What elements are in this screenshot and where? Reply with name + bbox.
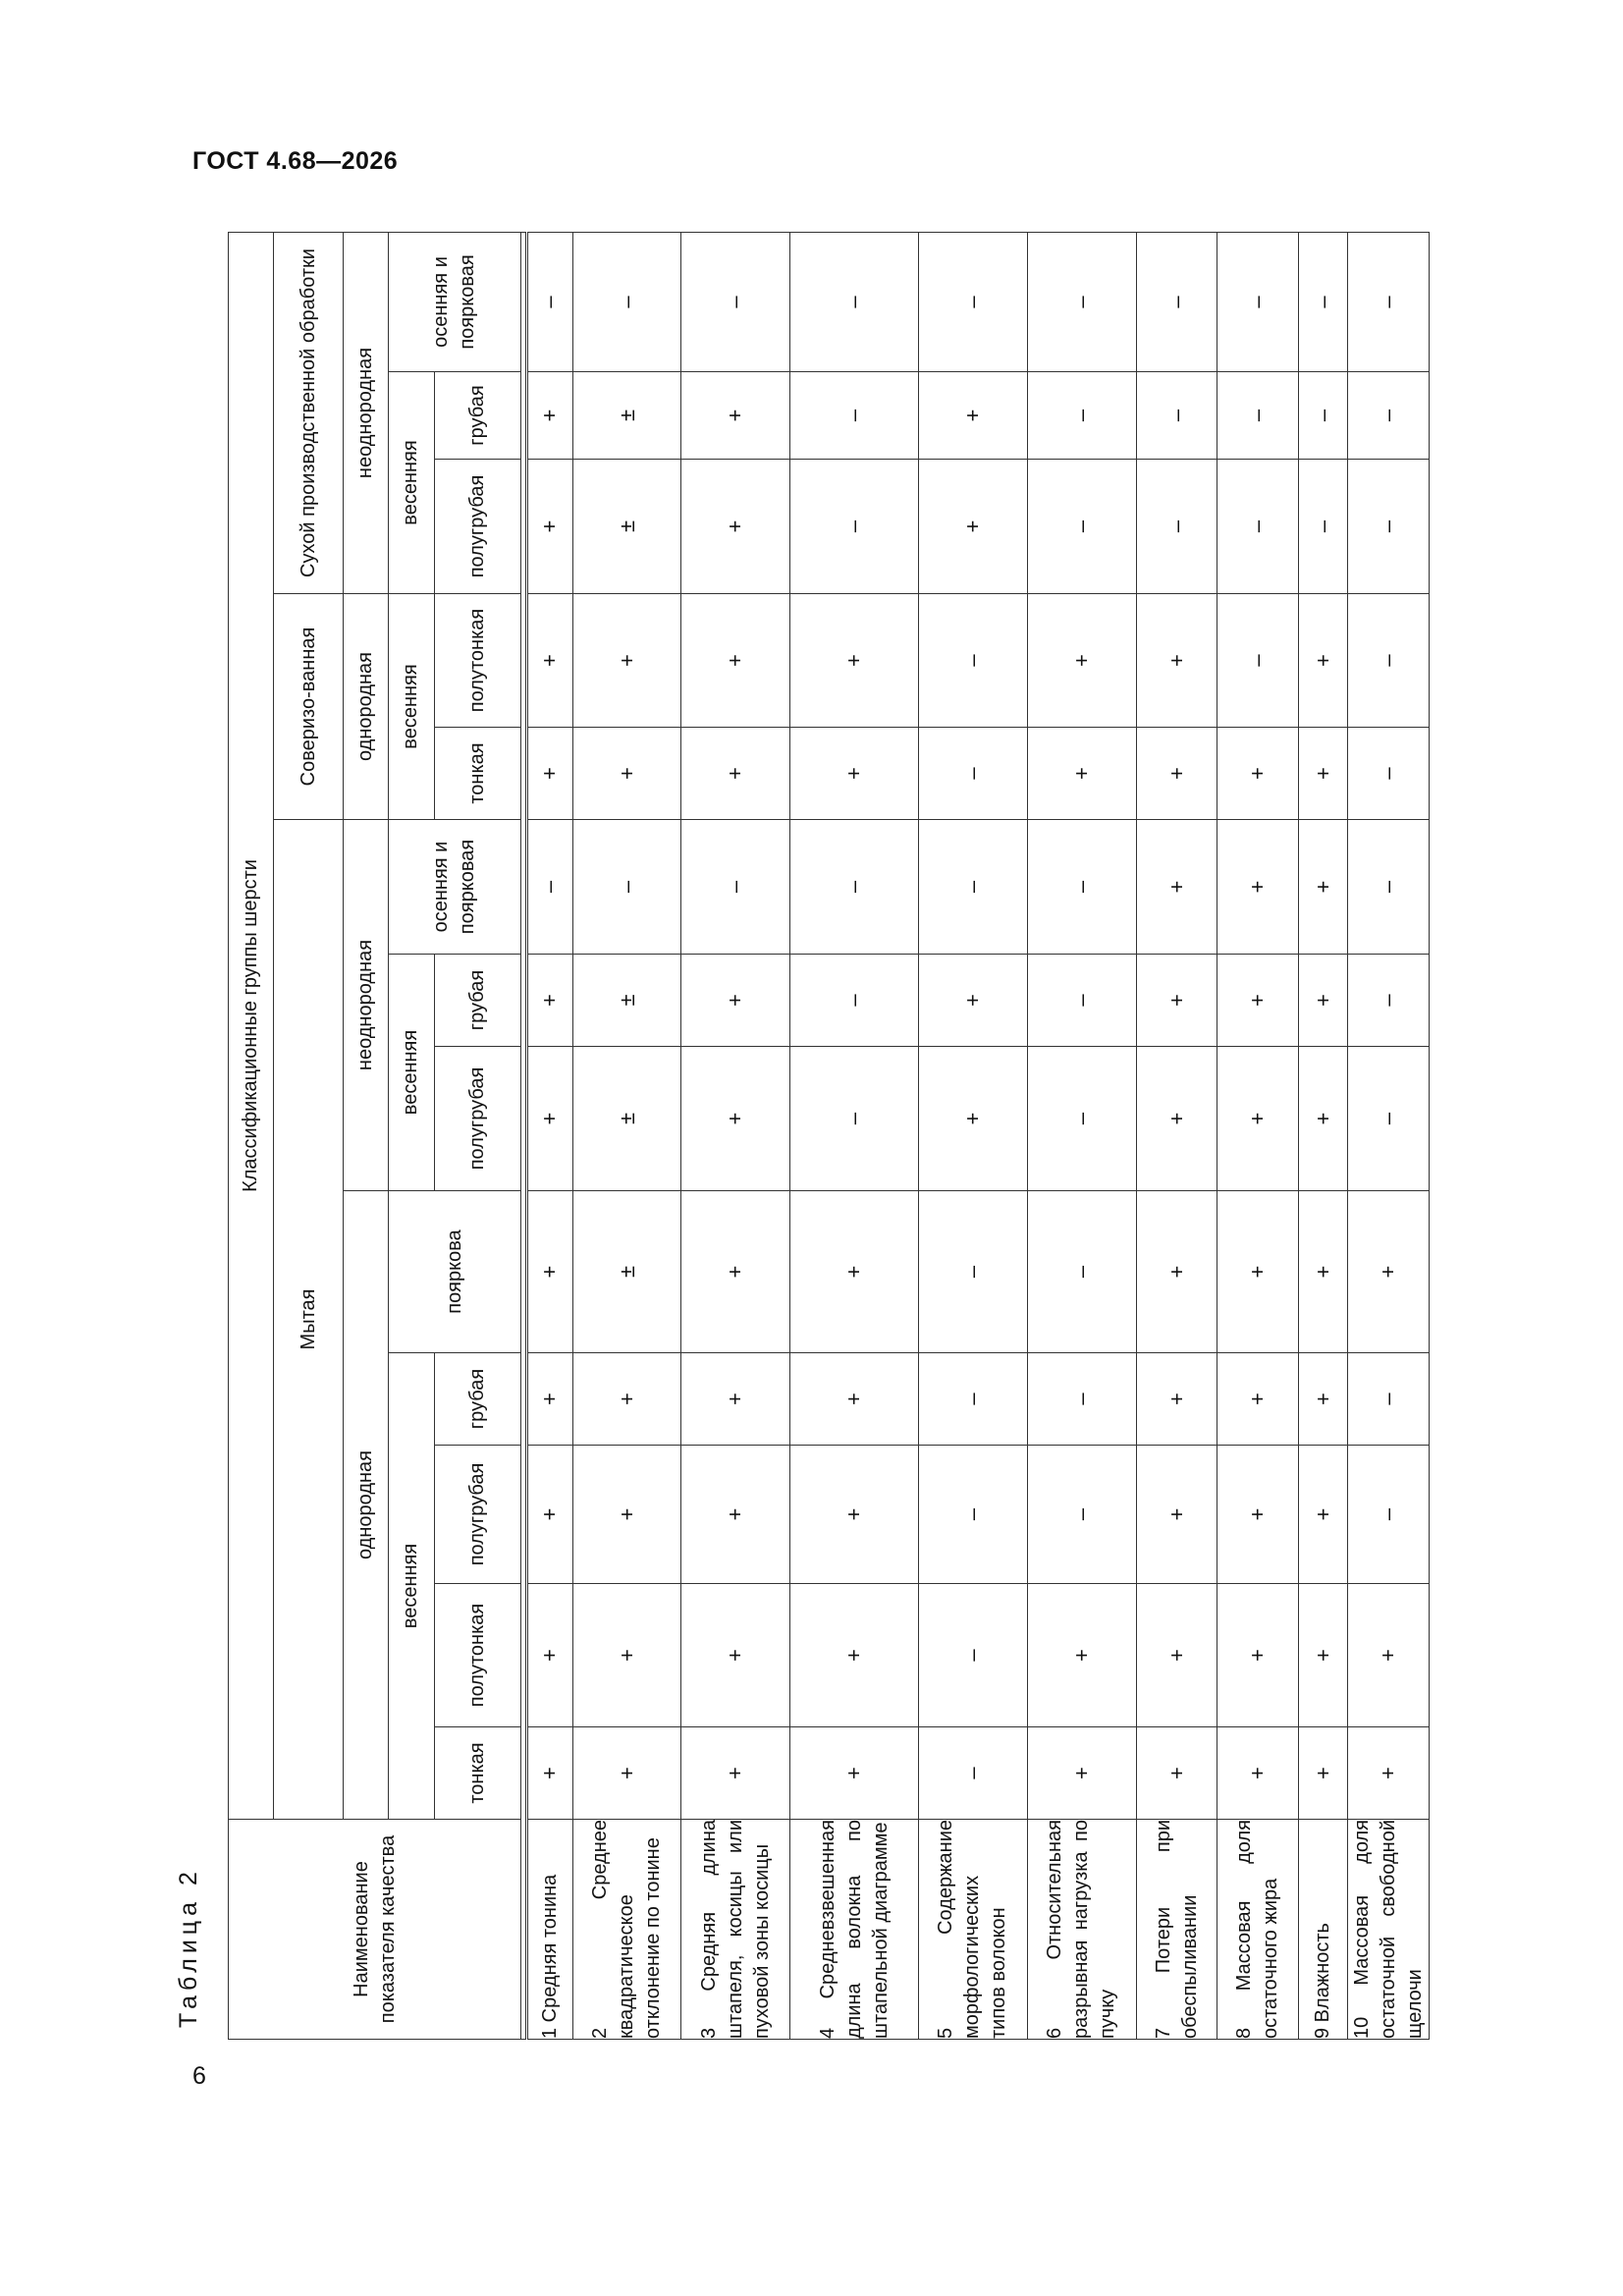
row-value: – [527,232,572,371]
row-value: + [572,594,681,728]
row-value: + [527,955,572,1047]
row-value: ± [572,955,681,1047]
row-value: + [1217,1584,1299,1727]
row-name: 6 Относительная разрывная нагрузка по пучку [1027,1820,1136,2040]
row-value: – [919,1353,1028,1446]
row-value: + [1348,1727,1430,1820]
header-washed: Мытая [274,820,344,1820]
row-value: – [1348,232,1430,371]
row-value: + [527,1353,572,1446]
row-value: + [790,1584,919,1727]
header-washed-autumn-belly: осенняя и поярковая [389,820,521,955]
row-value: – [790,232,919,371]
row-value: – [1217,372,1299,460]
table-row [1298,232,1347,2039]
rotated-table-wrapper [228,233,1430,2040]
quality-table [228,232,1430,2040]
row-value: + [1027,728,1136,820]
row-name: 2 Среднее квадратическое отклонение по тонине [572,1820,681,2040]
header-semicoarse: полугрубая [434,1446,521,1584]
table-row [790,232,919,2039]
row-value: – [1027,1446,1136,1584]
header-sov-spring: весенняя [389,594,434,820]
row-value: + [681,1191,790,1353]
row-value: – [572,820,681,955]
row-value: + [919,1047,1028,1191]
row-name: 3 Средняя длина штапеля, косицы или пуховой зоны косицы [681,1820,790,2040]
header-sov-homogeneous: однородная [343,594,388,820]
row-value: – [790,460,919,594]
row-value: – [1027,1047,1136,1191]
row-value: – [1027,232,1136,371]
row-value: ± [572,460,681,594]
row-value: – [572,232,681,371]
header-washed-belly: пояркова [389,1191,521,1353]
row-value: + [1027,1727,1136,1820]
row-name: 5 Содержание морфологических типов волокон [919,1820,1028,2040]
header-washed-hom-spring: весенняя [389,1353,434,1820]
row-value: – [1136,372,1217,460]
row-value: – [1027,955,1136,1047]
row-value: – [527,820,572,955]
header-classification: Классификационные группы шерсти [229,232,274,1819]
row-value: + [1136,728,1217,820]
row-value: + [1298,1047,1347,1191]
row-value: + [1298,1191,1347,1353]
row-value: ± [572,1191,681,1353]
row-value: + [1136,820,1217,955]
table-row [681,232,790,2039]
row-value: + [681,594,790,728]
row-value: + [1217,1047,1299,1191]
row-value: + [527,728,572,820]
row-value: + [527,1584,572,1727]
row-value: – [1298,460,1347,594]
row-value: + [681,1047,790,1191]
row-value: + [1298,955,1347,1047]
row-value: + [919,372,1028,460]
row-value: + [790,594,919,728]
row-value: + [790,1446,919,1584]
row-value: – [1217,460,1299,594]
row-name: 8 Массовая доля остаточного жира [1217,1820,1299,2040]
row-value: + [790,1353,919,1446]
row-value: + [1136,1191,1217,1353]
row-value: + [527,594,572,728]
row-value: + [1217,820,1299,955]
document-code: ГОСТ 4.68—2026 [192,147,399,175]
row-name: 9 Влажность [1298,1820,1347,2040]
row-value: + [572,1727,681,1820]
row-value: – [1136,460,1217,594]
table-row [572,232,681,2039]
row-value: ± [572,1047,681,1191]
row-value: – [1298,372,1347,460]
page-number: 6 [192,2062,206,2090]
row-value: + [527,1191,572,1353]
row-value: + [527,1446,572,1584]
row-value: – [1217,594,1299,728]
header-washed-homogeneous: однородная [343,1191,388,1820]
row-value: + [1298,1727,1347,1820]
row-value: + [527,372,572,460]
row-value: + [572,1353,681,1446]
table-caption: Таблица 2 [175,1867,202,2028]
header-washed-het-spring: весенняя [389,955,434,1191]
row-value: – [1136,232,1217,371]
header-dry-autumn-belly: осенняя и поярковая [389,232,521,371]
header-soverizovannaya: Соверизо-ванная [274,594,344,820]
row-value: – [919,232,1028,371]
row-value: – [1027,820,1136,955]
row-name: 10 Массовая доля остаточной свободной щелочи [1348,1820,1430,2040]
row-value: + [681,372,790,460]
row-value: – [919,1446,1028,1584]
header-dry-spring: весенняя [389,372,434,594]
row-value: ± [572,372,681,460]
table-row [527,232,572,2039]
row-value: + [527,460,572,594]
row-value: + [681,1446,790,1584]
row-value: – [1348,955,1430,1047]
row-value: – [790,1047,919,1191]
table-row [919,232,1028,2039]
row-value: + [1217,1191,1299,1353]
row-value: + [1298,1353,1347,1446]
header-semicoarse: полугрубая [434,1047,521,1191]
row-value: – [1348,728,1430,820]
row-value: – [1348,460,1430,594]
row-value: + [681,1584,790,1727]
row-value: – [919,1727,1028,1820]
header-semicoarse: полугрубая [434,460,521,594]
row-value: + [1217,1727,1299,1820]
row-value: + [681,460,790,594]
header-semifine: полутонкая [434,594,521,728]
row-value: – [1027,1353,1136,1446]
row-value: – [790,955,919,1047]
row-value: + [527,1727,572,1820]
header-fine: тонкая [434,728,521,820]
row-value: – [790,820,919,955]
row-value: + [1136,1353,1217,1446]
row-value: – [919,594,1028,728]
row-value: + [1027,594,1136,728]
row-name: 4 Средневзвешенная длина волокна по штапельной диаграмме [790,1820,919,2040]
row-value: – [1348,594,1430,728]
row-value: – [919,728,1028,820]
row-value: + [1298,1584,1347,1727]
row-value: – [1217,232,1299,371]
row-value: + [527,1047,572,1191]
row-value: + [1136,955,1217,1047]
row-value: + [572,1446,681,1584]
row-value: + [681,1727,790,1820]
row-value: – [1348,1047,1430,1191]
row-value: + [790,1727,919,1820]
row-value: + [1298,594,1347,728]
row-value: – [1348,820,1430,955]
row-value: – [1348,372,1430,460]
row-value: + [1217,1446,1299,1584]
row-value: – [790,372,919,460]
row-value: + [681,728,790,820]
header-coarse: грубая [434,1353,521,1446]
header-name-column: Наименование показателя качества [229,1820,521,2040]
row-value: + [1136,1047,1217,1191]
table-row [1027,232,1136,2039]
row-value: + [1136,594,1217,728]
row-value: + [790,728,919,820]
row-value: – [681,820,790,955]
row-value: – [1348,1353,1430,1446]
row-value: – [919,1191,1028,1353]
header-dry-processing: Сухой производственной обработки [274,232,344,593]
row-value: + [681,1353,790,1446]
row-value: + [1136,1446,1217,1584]
row-value: + [572,728,681,820]
row-value: + [1217,728,1299,820]
header-fine: тонкая [434,1727,521,1820]
row-value: + [1298,820,1347,955]
row-value: + [1217,955,1299,1047]
row-value: – [919,1584,1028,1727]
row-value: + [1217,1353,1299,1446]
row-value: – [919,820,1028,955]
row-value: + [919,955,1028,1047]
row-value: – [1027,372,1136,460]
row-value: – [1027,1191,1136,1353]
row-name: 1 Средняя тонина [527,1820,572,2040]
row-value: – [681,232,790,371]
row-value: + [790,1191,919,1353]
row-value: + [1136,1584,1217,1727]
header-semifine: полутонкая [434,1584,521,1727]
header-coarse: грубая [434,955,521,1047]
table-row [1217,232,1299,2039]
header-coarse: грубая [434,372,521,460]
row-value: + [1348,1584,1430,1727]
row-value: + [1136,1727,1217,1820]
row-value: – [1298,232,1347,371]
header-washed-heterogeneous: неоднородная [343,820,388,1191]
row-value: – [1027,460,1136,594]
row-value: – [1348,1446,1430,1584]
row-value: + [681,955,790,1047]
header-dry-heterogeneous: неоднородная [343,232,388,593]
row-value: + [572,1584,681,1727]
row-value: + [1348,1191,1430,1353]
row-value: + [1027,1584,1136,1727]
table-row [1348,232,1430,2039]
row-value: + [1298,728,1347,820]
row-value: + [1298,1446,1347,1584]
row-value: + [919,460,1028,594]
row-name: 7 Потери при обеспыливании [1136,1820,1217,2040]
table-row [1136,232,1217,2039]
